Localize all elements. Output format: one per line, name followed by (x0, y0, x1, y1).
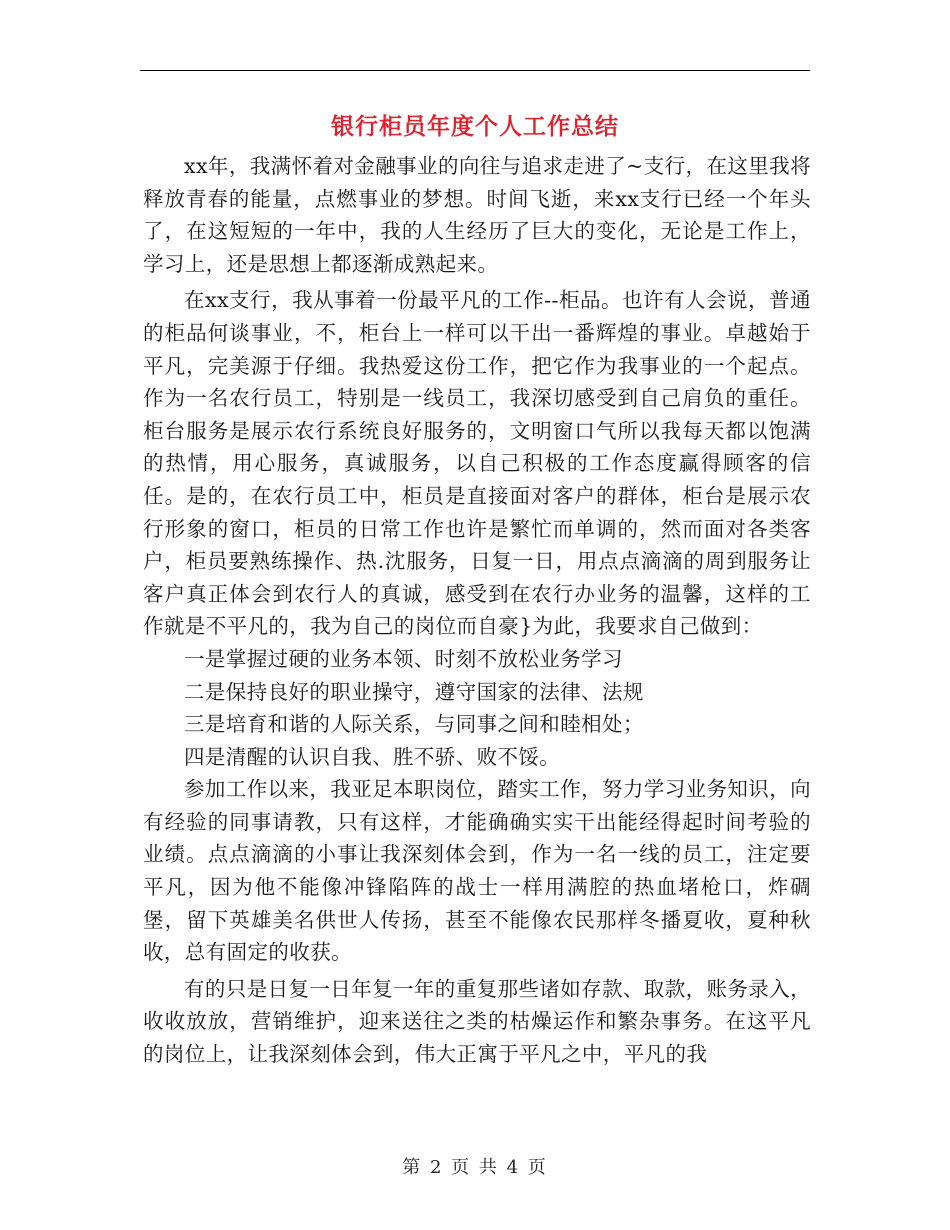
list-item-3: 三是培育和谐的人际关系，与同事之间和睦相处； (184, 712, 644, 737)
document-title: 银行柜员年度个人工作总结 (331, 114, 619, 140)
page-footer: 第 2 页 共 4 页 (402, 1157, 548, 1178)
paragraph-experience: 参加工作以来，我亚足本职岗位，踏实工作，努力学习业务知识，向有经验的同事请教，只有这样，才能确确实实干出能经得起时间考验的业绩。点点滴滴的小事让我深刻体会到，作为一名一线的员工，注定要平凡，因为他不能像冲锋陷阵的战士一样用满腔的热血堵枪口，炸碉堡，留下英雄美名供世人传扬，甚至不能像农民那样冬播夏收，夏种秋收，总有固定的收获。 (143, 777, 811, 965)
paragraph-work: 在xx支行，我从事着一份最平凡的工作--柜品。也许有人会说，普通的柜品何谈事业，不，柜台上一样可以干出一番辉煌的事业。卓越始于平凡，完美源于仔细。我热爱这份工作，把它作为我事业的一个起点。作为一名农行员工，特别是一线员工，我深切感受到自己肩负的重任。柜台服务是展示农行系统良好服务的，文明窗口气所以我每天都以饱满的热情，用心服务，真诚服务，以自己积极的工作态度赢得顾客的信任。是的，在农行员工中，柜员是直接面对客户的群体，柜台是展示农行形象的窗口，柜员的日常工作也许是繁忙而单调的，然而面对各类客户，柜员要熟练操作、热.沈服务，日复一日，用点点滴滴的周到服务让客户真正体会到农行人的真诚，感受到在农行办业务的温馨，这样的工作就是不平凡的，我为自己的岗位而自豪}为此，我要求自己做到： (143, 288, 811, 639)
paragraph-routine: 有的只是日复一日年复一年的重复那些诸如存款、取款，账务录入，收收放放，营销维护，迎来送往之类的枯燥运作和繁杂事务。在这平凡的岗位上，让我深刻体会到，伟大正寓于平凡之中，平凡的我 (143, 976, 811, 1067)
paragraph-intro: xx年，我满怀着对金融事业的向往与追求走进了~支行，在这里我将释放青春的能量，点燃事业的梦想。时间飞逝，来xx支行已经一个年头了，在这短短的一年中，我的人生经历了巨大的变化，无论是工作上，学习上，还是思想上都逐渐成熟起来。 (143, 154, 811, 276)
list-item-2: 二是保持良好的职业操守，遵守国家的法律、法规 (184, 679, 644, 704)
header-rule (140, 70, 810, 71)
list-item-4: 四是清醒的认识自我、胜不骄、败不馁。 (184, 744, 561, 769)
document-body (143, 150, 811, 1071)
list-item-1: 一是掌握过硬的业务本领、时刻不放松业务学习 (184, 646, 623, 671)
